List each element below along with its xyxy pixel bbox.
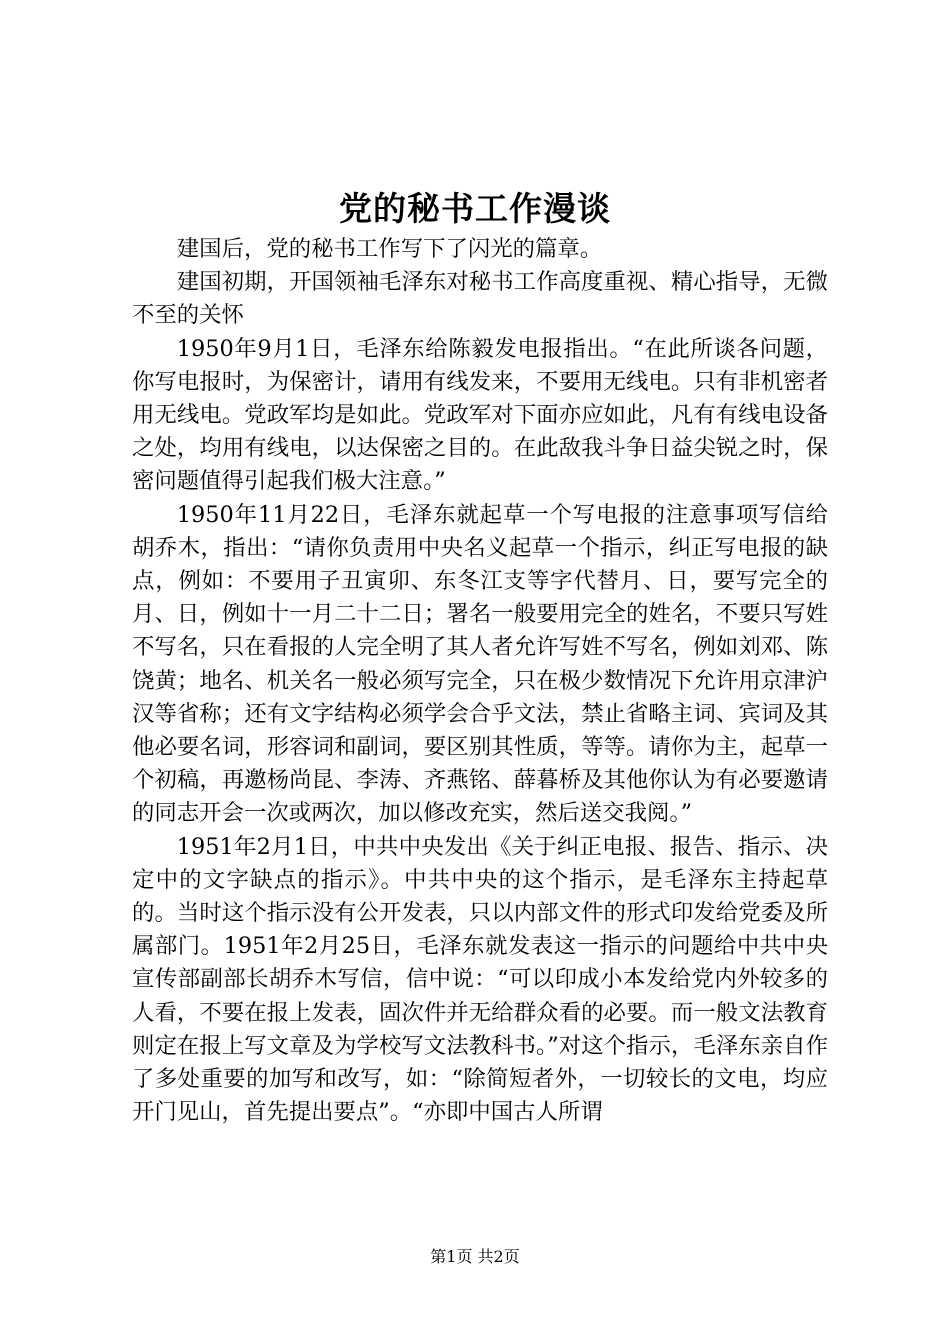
paragraph: 1950年11月22日，毛泽东就起草一个写电报的注意事项写信给胡乔木，指出：“请你负责用中央名义起草一个指示，纠正写电报的缺点，例如：不要用子丑寅卯、东冬江支等字代替月、日，要写完全的月、日，例如十一月二十二日；署名一般要用完全的姓名，不要只写姓不写名，只在看报的人完全明了其人者允许写姓不写名，例如刘邓、陈饶黄；地名、机关名一般必须写完全，只在极少数情况下允许用京津沪汉等省称；还有文字结构必须学会合乎文法，禁止省略主词、宾词及其他必要名词，形容词和副词，要区别其性质，等等。请你为主，起草一个初稿，再邀杨尚昆、李涛、齐燕铭、薛暮桥及其他你认为有必要邀请的同志开会一次或两次，加以修改充实，然后送交我阅。”	[132, 501, 828, 827]
paragraph: 1951年2月1日，中共中央发出《关于纠正电报、报告、指示、决定中的文字缺点的指示》。中共中央的这个指示，是毛泽东主持起草的。当时这个指示没有公开发表，只以内部文件的形式印发给党委及所属部门。1951年2月25日，毛泽东就发表这一指示的问题给中共中央宣传部副部长胡乔木写信，信中说：“可以印成小本发给党内外较多的人看，不要在报上发表，固次件并无给群众看的必要。而一般文法教育则定在报上写文章及为学校写文法教科书。”对这个指示，毛泽东亲自作了多处重要的加写和改写，如：“除简短者外，一切较长的文电，均应开门见山，首先提出要点”。“亦即中国古人所谓	[132, 833, 828, 1126]
document-body	[132, 233, 828, 1129]
paragraph: 1950年9月1日，毛泽东给陈毅发电报指出。“在此所谈各问题，你写电报时，为保密计，请用有线发来，不要用无线电。只有非机密者用无线电。党政军均是如此。党政军对下面亦应如此，凡有有线电设备之处，均用有线电，以达保密之目的。在此敌我斗争日益尖锐之时，保密问题值得引起我们极大注意。”	[132, 335, 828, 495]
page-footer: 第1页 共2页	[430, 1247, 520, 1266]
paragraph: 建国初期，开国领袖毛泽东对秘书工作高度重视、精心指导，无微不至的关怀	[132, 269, 828, 329]
document-title: 党的秘书工作漫谈	[339, 189, 611, 228]
paragraph: 建国后，党的秘书工作写下了闪光的篇章。	[176, 236, 603, 262]
